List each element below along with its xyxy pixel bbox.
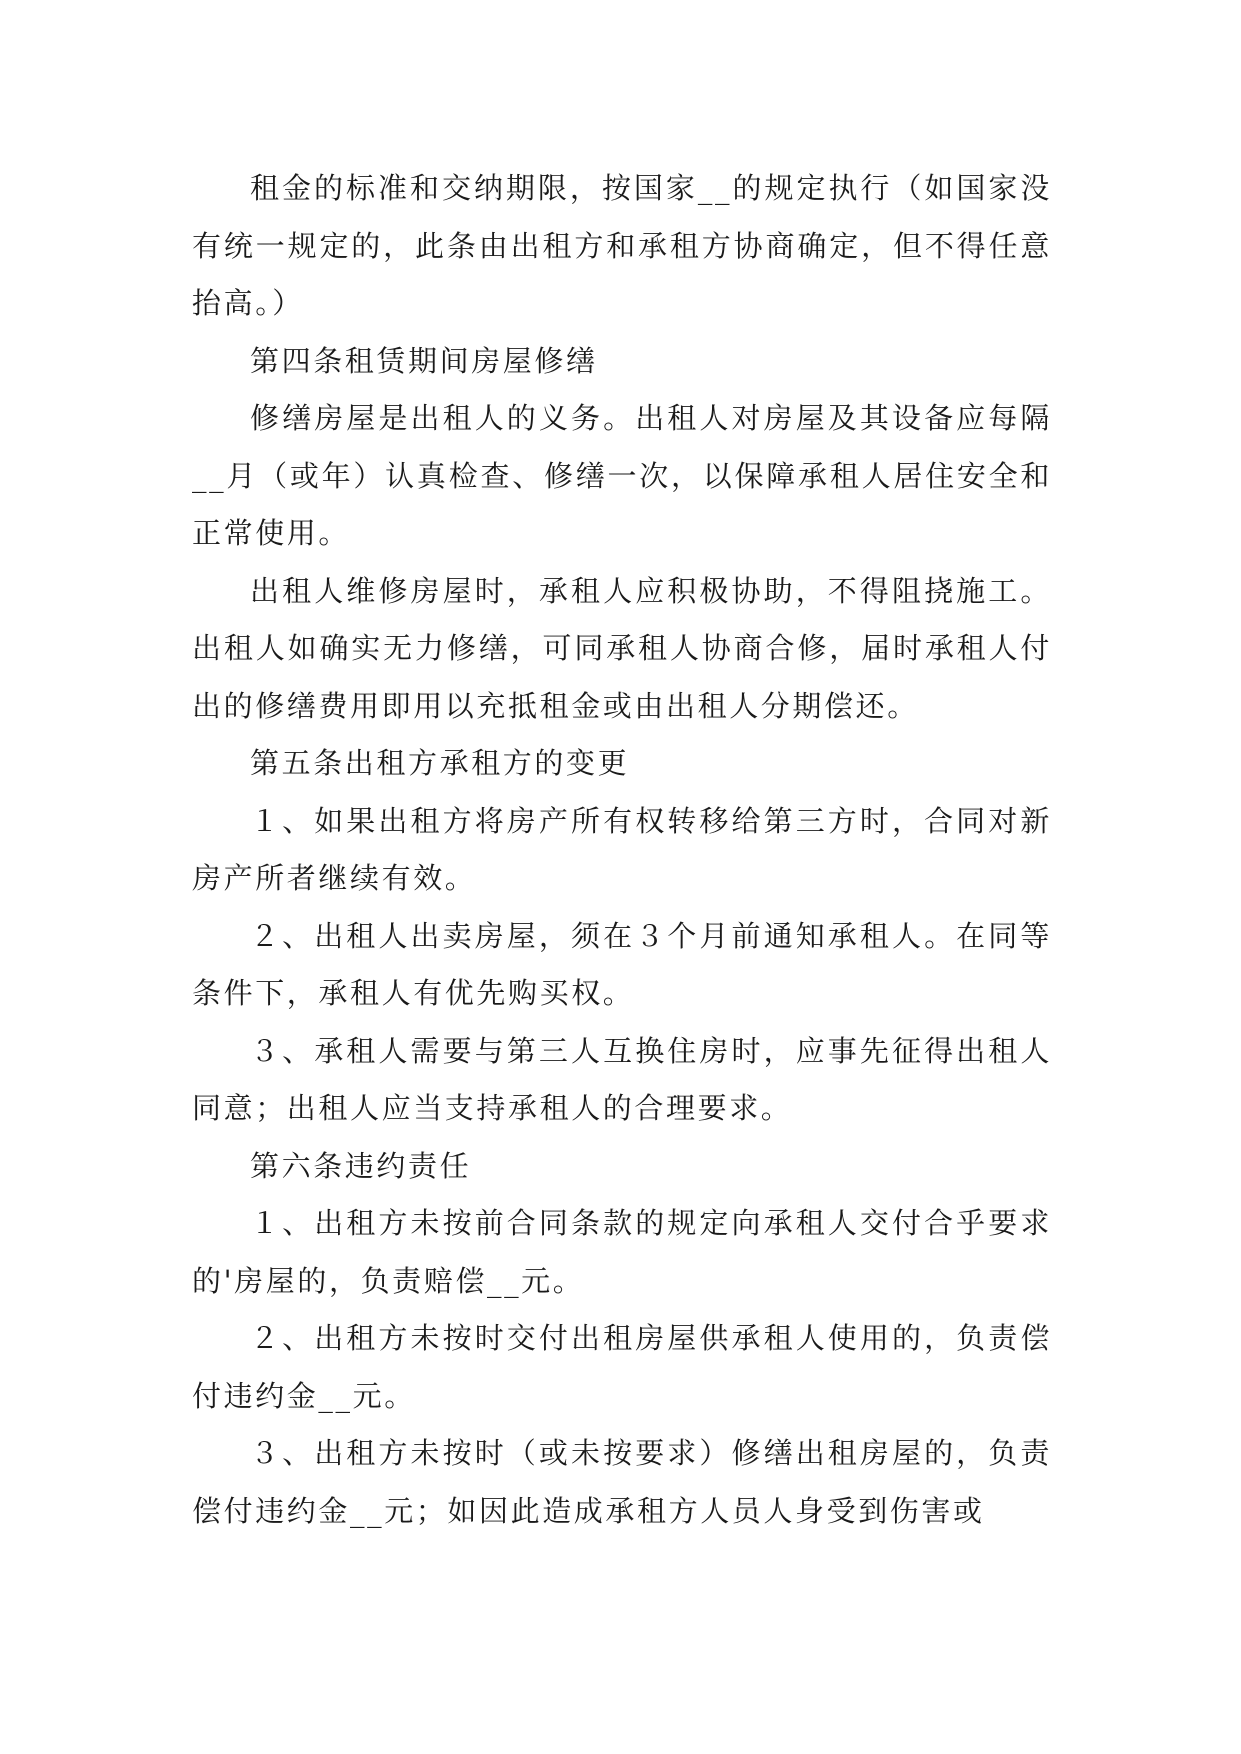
paragraph-change-3: ３、承租人需要与第三人互换住房时，应事先征得出租人同意；出租人应当支持承租人的合理要求。 xyxy=(192,1033,1052,1125)
paragraph-change-2: ２、出租人出卖房屋，须在３个月前通知承租人。在同等条件下，承租人有优先购买权。 xyxy=(192,918,1052,1010)
paragraph-liability-1: １、出租方未按前合同条款的规定向承租人交付合乎要求的'房屋的，负责赔偿__元。 xyxy=(192,1206,1052,1298)
heading-article-4: 第四条租赁期间房屋修缮 xyxy=(250,343,598,378)
heading-article-5: 第五条出租方承租方的变更 xyxy=(250,746,630,780)
paragraph-rent-standard: 租金的标准和交纳期限，按国家__的规定执行（如国家没有统一规定的，此条由出租方和承租方协商确定，但不得任意抬高。） xyxy=(192,171,1052,320)
paragraph-repair-cooperation: 出租人维修房屋时，承租人应积极协助，不得阻挠施工。出租人如确实无力修缮，可同承租人协商合修，届时承租人付出的修缮费用即用以充抵租金或由出租人分期偿还。 xyxy=(192,573,1052,723)
paragraph-liability-3: ３、出租方未按时（或未按要求）修缮出租房屋的，负责偿付违约金__元；如因此造成承租方人员人身受到伤害或 xyxy=(192,1436,1052,1528)
paragraph-change-1: １、如果出租方将房产所有权转移给第三方时，合同对新房产所者继续有效。 xyxy=(192,803,1052,895)
paragraph-liability-2: ２、出租方未按时交付出租房屋供承租人使用的，负责偿付违约金__元。 xyxy=(192,1321,1052,1413)
paragraph-repair-duty: 修缮房屋是出租人的义务。出租人对房屋及其设备应每隔__月（或年）认真检查、修缮一次，以保障承租人居住安全和正常使用。 xyxy=(192,401,1052,550)
document-body xyxy=(192,160,1052,1540)
heading-article-6: 第六条违约责任 xyxy=(250,1148,472,1183)
